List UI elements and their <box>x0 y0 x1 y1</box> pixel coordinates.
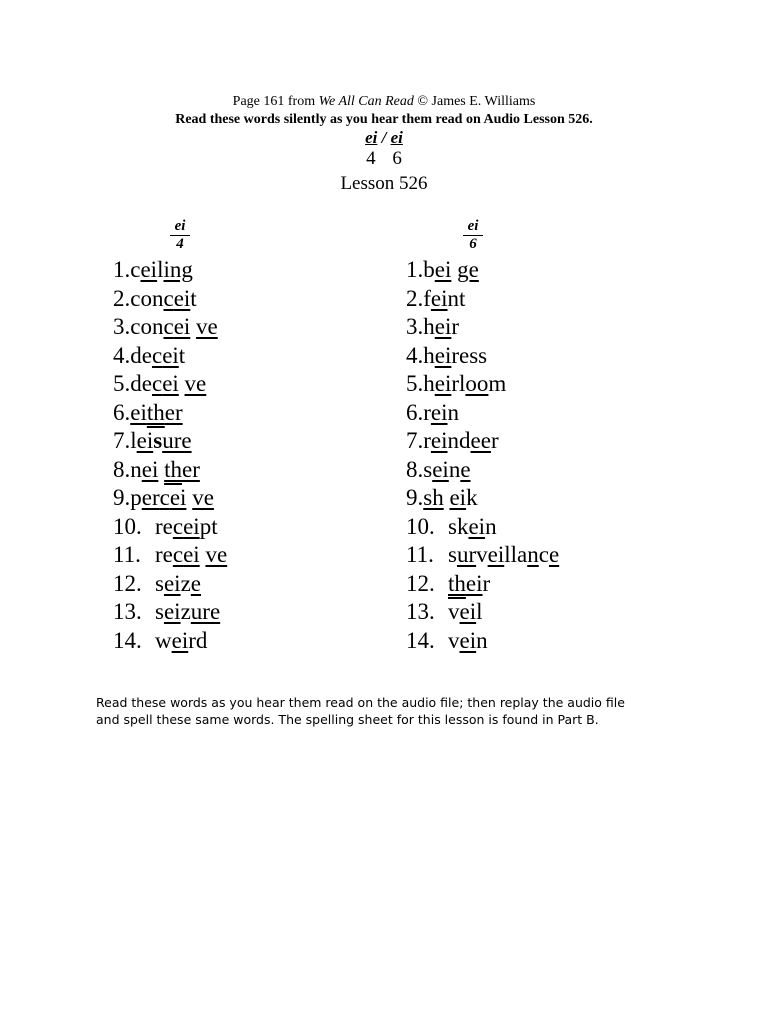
word-part: z <box>180 570 191 596</box>
word-item <box>406 513 559 542</box>
column-head-phonogram: ei <box>170 218 190 236</box>
word-number: 9. <box>113 485 131 510</box>
word-part: c <box>172 513 184 539</box>
word-part: t <box>190 285 197 311</box>
word-part: ei <box>173 285 191 311</box>
word-part: e <box>548 542 560 567</box>
word-part: e <box>190 570 201 596</box>
word-part: c <box>151 342 163 368</box>
word <box>423 485 477 510</box>
word-part: ei <box>169 485 187 510</box>
word <box>448 599 483 624</box>
word-part: re <box>155 513 173 539</box>
word-part: ure <box>190 599 221 624</box>
word-number: 3. <box>113 314 131 339</box>
word-number: 6. <box>113 399 131 425</box>
word <box>155 542 227 567</box>
word <box>155 599 220 624</box>
word-number: 7. <box>113 428 131 453</box>
word-part: ei <box>183 542 200 567</box>
word-item <box>406 370 559 399</box>
lesson-title: Lesson 526 <box>340 173 428 194</box>
word-part: l <box>130 428 137 453</box>
word-number: 13. <box>406 599 435 624</box>
word-part: ei <box>130 399 147 425</box>
word-part: ei <box>163 570 181 596</box>
word-part: ei <box>449 485 467 510</box>
word-number: 2. <box>113 285 131 311</box>
word-part: nd <box>447 428 471 453</box>
word-part: ei <box>162 371 179 396</box>
word-part: t <box>178 342 186 368</box>
word-item <box>113 513 227 542</box>
word <box>423 400 459 425</box>
word-part: b <box>423 257 435 282</box>
word-part: l <box>476 599 483 624</box>
word <box>448 628 488 653</box>
word-part: ei <box>136 428 154 453</box>
book-title: We All Can Read <box>318 94 414 109</box>
word-part: rl <box>451 371 466 396</box>
page-header <box>0 93 768 198</box>
word-number: 6. <box>406 399 424 425</box>
word-number: 1. <box>113 257 131 282</box>
word-part: sk <box>448 513 469 539</box>
word-number: 8. <box>113 456 131 482</box>
word <box>423 343 487 368</box>
word-item <box>113 342 227 371</box>
word-item <box>406 570 559 599</box>
word-part: c <box>159 485 170 510</box>
word <box>130 371 206 396</box>
column-head-sound: 4 <box>176 236 184 252</box>
word-number: 11. <box>406 542 434 567</box>
word-part: n <box>485 513 497 539</box>
word <box>423 257 479 282</box>
word-part: n <box>448 456 461 482</box>
word-part: v <box>476 542 488 567</box>
word <box>423 457 470 482</box>
word <box>423 286 465 311</box>
word <box>130 400 182 425</box>
word-part: ei <box>434 314 452 339</box>
word-part: er <box>182 456 200 482</box>
word-part: s <box>423 456 433 482</box>
word-part: ei <box>163 599 181 624</box>
word-part: lla <box>504 542 528 567</box>
word-number: 1. <box>406 257 424 282</box>
word-part: e <box>460 456 471 482</box>
column-head-phonogram: ei <box>463 218 483 236</box>
word-part: s <box>153 428 163 453</box>
word-item <box>113 313 227 342</box>
word-part: ei <box>162 342 179 368</box>
column-head <box>463 218 483 253</box>
word-item <box>406 399 559 428</box>
word-number: 14. <box>406 627 435 653</box>
phonogram-fraction <box>0 128 768 148</box>
word-part: v <box>448 627 460 653</box>
word-item <box>113 627 227 656</box>
word-part: re <box>155 542 173 567</box>
word-item <box>406 313 559 342</box>
word-part: f <box>423 285 431 311</box>
word-part: ure <box>162 428 192 453</box>
source-prefix: Page 161 from <box>232 94 319 109</box>
column-head-sound: 6 <box>469 236 477 252</box>
word-part: ei <box>430 428 448 453</box>
word <box>155 571 201 596</box>
word-part: ei <box>459 599 477 624</box>
source-line <box>0 93 768 111</box>
word-part: ei <box>434 371 452 396</box>
word <box>423 314 459 339</box>
word-number: 5. <box>406 371 424 396</box>
word-part: ing <box>163 257 193 282</box>
footer-instructions <box>96 694 676 728</box>
word-list <box>113 256 227 655</box>
word-number: 14. <box>113 627 142 653</box>
word-part: h <box>423 342 435 368</box>
word-part: n <box>130 456 142 482</box>
word-part: con <box>130 314 164 339</box>
word-part: c <box>163 314 174 339</box>
word-item <box>113 256 227 285</box>
word-item <box>113 598 227 627</box>
word-part: con <box>130 285 164 311</box>
word-part: r <box>423 399 431 425</box>
word-number: 2. <box>406 285 424 311</box>
word <box>448 542 559 567</box>
word-part: ei <box>141 456 159 482</box>
word-part: de <box>130 342 152 368</box>
word-part: p <box>130 485 142 510</box>
word-part: ei <box>459 627 477 653</box>
word-part: k <box>466 485 478 510</box>
word <box>130 257 193 282</box>
word <box>130 286 196 311</box>
word <box>448 514 497 539</box>
word-number: 11. <box>113 542 141 567</box>
word-part: l <box>157 257 164 282</box>
word-part: th <box>448 570 466 596</box>
word <box>155 514 218 539</box>
word <box>130 343 185 368</box>
word <box>448 571 490 596</box>
footer-line: and spell these same words. The spelling sheet for this lesson is found in Part B. <box>96 712 599 727</box>
word-part: rd <box>188 627 208 653</box>
word-part: er <box>164 399 183 425</box>
word-number: 10. <box>113 513 142 539</box>
word-part: ge <box>457 257 479 282</box>
word-part: z <box>180 599 191 624</box>
word-part: s <box>448 542 457 567</box>
word-item <box>406 456 559 485</box>
word-item <box>113 399 227 428</box>
word-part: n <box>527 542 539 567</box>
word-part: ei <box>171 627 189 653</box>
word-part: ei <box>173 314 191 339</box>
word-item <box>113 456 227 485</box>
word-number: 9. <box>406 485 424 510</box>
word-item <box>406 285 559 314</box>
word-number: 5. <box>113 371 131 396</box>
word-part: c <box>538 542 549 567</box>
word-item <box>406 427 559 456</box>
sound-numbers: 4 6 <box>366 148 402 169</box>
word <box>155 628 207 653</box>
word-part: c <box>172 542 184 567</box>
word-number: 10. <box>406 513 435 539</box>
word-item <box>113 484 227 513</box>
word-part: ve <box>192 485 214 510</box>
word-part: r <box>482 570 491 596</box>
word-part: th <box>164 456 182 482</box>
word-part: ve <box>205 542 228 567</box>
word-part: n <box>476 627 488 653</box>
word-part: er <box>141 485 160 510</box>
word-item <box>406 627 559 656</box>
word-part: ei <box>487 542 505 567</box>
word-number: 12. <box>113 570 142 596</box>
word-number: 4. <box>406 342 424 368</box>
word-list <box>406 256 559 655</box>
footer-line: Read these words as you hear them read on the audio file; then replay the audio file <box>96 695 625 710</box>
word-item <box>406 484 559 513</box>
word-part: nt <box>447 285 466 311</box>
word <box>423 428 498 453</box>
word <box>130 428 191 453</box>
word-part: h <box>423 371 435 396</box>
word-number: 12. <box>406 570 435 596</box>
word-part: ei <box>468 513 486 539</box>
word-part: c <box>151 371 163 396</box>
word-part: ei <box>434 342 452 368</box>
fraction-slash: / <box>377 128 391 147</box>
word-item <box>113 285 227 314</box>
word-part: s <box>155 570 164 596</box>
word-item <box>406 598 559 627</box>
word-item <box>113 570 227 599</box>
word-item <box>406 342 559 371</box>
word-part: r <box>451 314 460 339</box>
word-item <box>406 541 559 570</box>
word <box>130 485 214 510</box>
word-number: 7. <box>406 428 424 453</box>
word-item <box>113 427 227 456</box>
word-item <box>113 370 227 399</box>
word-part: ee <box>470 428 491 453</box>
word-number: 4. <box>113 342 131 368</box>
word-part: h <box>423 314 435 339</box>
word-part: ei <box>434 257 452 282</box>
fraction-left: ei <box>365 128 378 147</box>
word-part: s <box>155 599 164 624</box>
word-number: 8. <box>406 456 424 482</box>
fraction-right: ei <box>390 128 403 147</box>
word-part: ei <box>183 513 200 539</box>
word-part: ress <box>451 342 488 368</box>
word-number: 3. <box>406 314 424 339</box>
word-part: ei <box>432 456 449 482</box>
word-part: de <box>130 371 152 396</box>
word <box>423 371 506 396</box>
column-head <box>170 218 190 253</box>
author: © James E. Williams <box>413 94 536 109</box>
word-part: ei <box>430 285 448 311</box>
word <box>130 314 218 339</box>
word-part: v <box>448 599 460 624</box>
word-item <box>113 541 227 570</box>
word-part: sh <box>423 485 444 510</box>
word-part: r <box>423 428 431 453</box>
word-part: th <box>146 399 165 425</box>
word-part: ve <box>184 371 207 396</box>
word-part: oo <box>465 371 489 396</box>
word-part: w <box>155 627 172 653</box>
word-part: pt <box>199 513 218 539</box>
instruction-line: Read these words silently as you hear them read on Audio Lesson 526. <box>175 112 593 127</box>
word-part: ur <box>456 542 477 567</box>
word-part: ei <box>140 257 158 282</box>
word <box>130 457 200 482</box>
word-part: m <box>488 371 507 396</box>
word-part: c <box>163 285 174 311</box>
word-part: ei <box>465 570 483 596</box>
word-item <box>406 256 559 285</box>
word-part: r <box>490 428 499 453</box>
word-part: c <box>130 257 141 282</box>
word-part: n <box>447 399 460 425</box>
word-part: ei <box>430 399 448 425</box>
word-part: ve <box>196 314 218 339</box>
word-number: 13. <box>113 599 142 624</box>
